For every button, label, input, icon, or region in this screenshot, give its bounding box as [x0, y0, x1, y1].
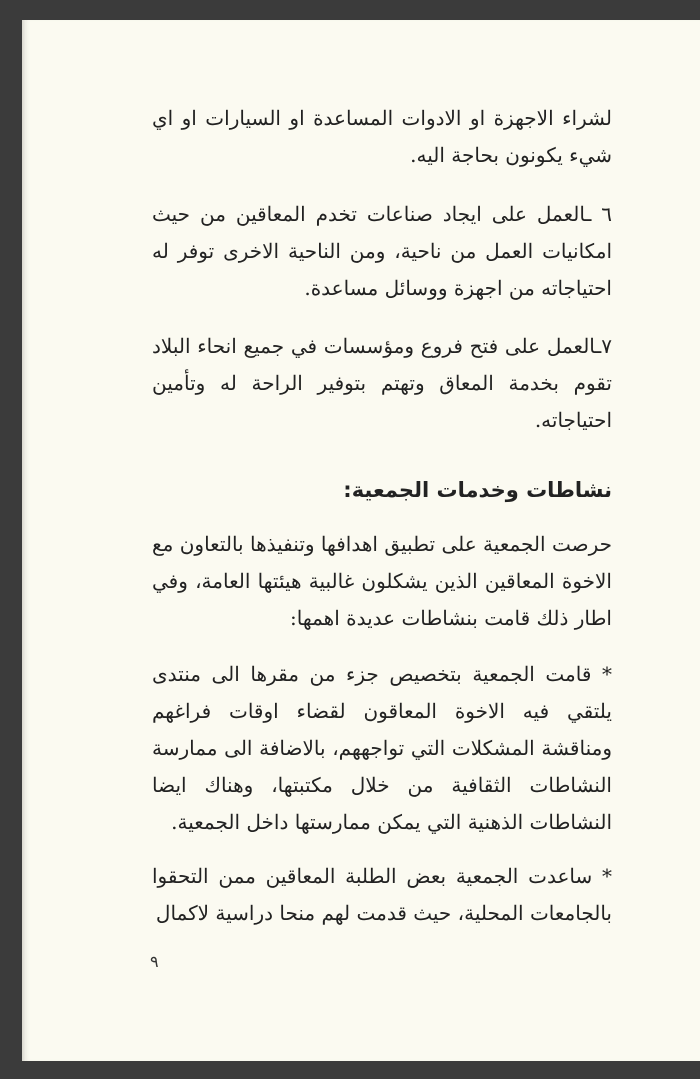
- bullet-2-text: * ساعدت الجمعية بعض الطلبة المعاقين ممن التحقوا بالجامعات المحلية، حيث قدمت لهم منحا دراسية لاكمال: [152, 864, 612, 925]
- bullet-2-block: [152, 858, 612, 932]
- item-continuation-block: [152, 100, 612, 174]
- item-7-block: [152, 328, 612, 439]
- item-6-block: [152, 196, 612, 307]
- bullet-1-text: * قامت الجمعية بتخصيص جزء من مقرها الى منتدى يلتقي فيه الاخوة المعاقون لقضاء اوقات فراغهم ومناقشة المشكلات التي تواجههم، بالاضافة الى ممارسة النشاطات الثقافية من خلال مكتبتها، وهناك ايضا النشاطات الذهنية التي يمكن ممارستها داخل الجمعية.: [152, 662, 612, 834]
- item-7-text: ٧ـالعمل على فتح فروع ومؤسسات في جميع انحاء البلاد تقوم بخدمة المعاق وتهتم بتوفير الراحة له وتأمين احتياجاته.: [152, 334, 612, 432]
- item-continuation-text: لشراء الاجهزة او الادوات المساعدة او السيارات او اي شيء يكونون بحاجة اليه.: [152, 106, 612, 167]
- bullet-1-block: [152, 656, 612, 841]
- page-binding-edge: [22, 20, 26, 1061]
- page-number: ٩: [150, 952, 159, 971]
- intro-paragraph-block: [152, 526, 612, 637]
- section-heading: نشاطات وخدمات الجمعية:: [343, 478, 612, 502]
- intro-paragraph: حرصت الجمعية على تطبيق اهدافها وتنفيذها بالتعاون مع الاخوة المعاقين الذين يشكلون غالبية هيئتها العامة، وفي اطار ذلك قامت بنشاطات عديدة اهمها:: [152, 532, 612, 630]
- item-6-text: ٦ ـالعمل على ايجاد صناعات تخدم المعاقين من حيث امكانيات العمل من ناحية، ومن الناحية الاخرى توفر له احتياجاته من اجهزة ووسائل مساعدة.: [152, 202, 612, 300]
- section-heading-block: [152, 472, 612, 509]
